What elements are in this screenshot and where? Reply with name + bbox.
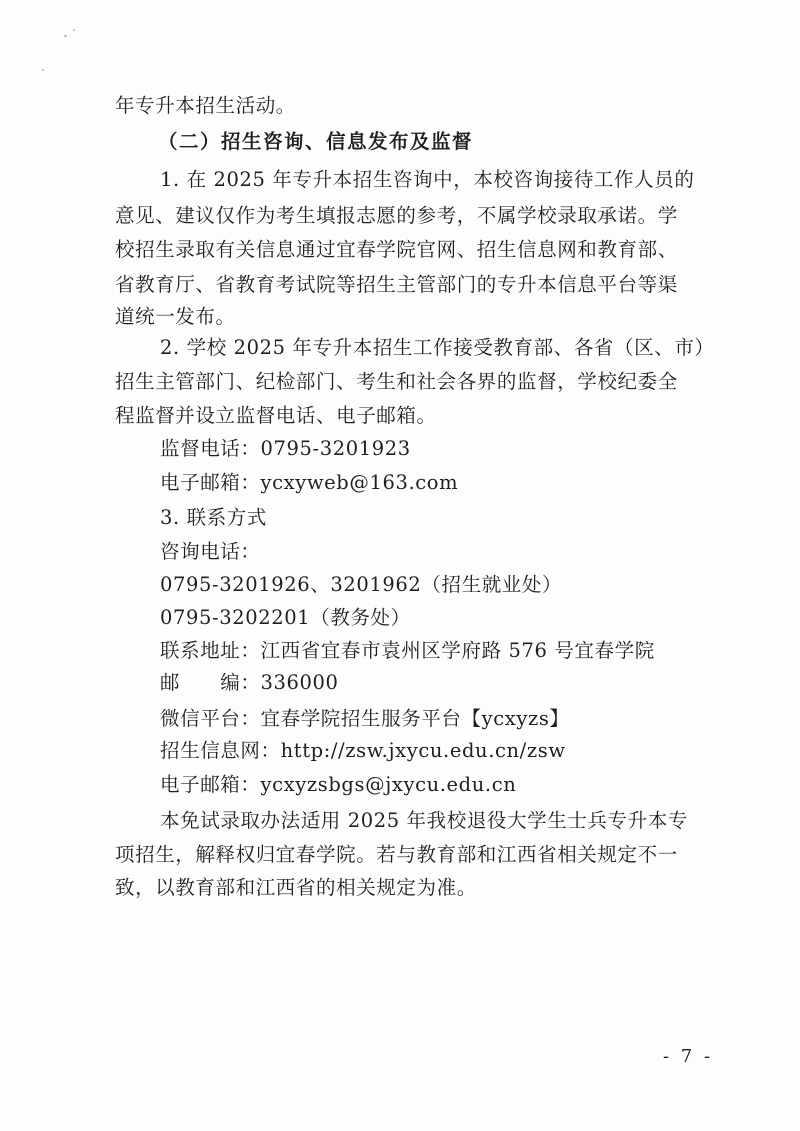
contact-line: 咨询电话： (160, 540, 261, 563)
scan-speck (42, 69, 44, 71)
body-text-line: 本免试录取办法适用 2025 年我校退役大学生士兵专升本专 (160, 809, 688, 832)
contact-line: 电子邮箱：ycxyzsbgs@jxycu.edu.cn (160, 773, 517, 796)
contact-line: 微信平台：宜春学院招生服务平台【ycxyzs】 (160, 707, 570, 730)
contact-line: 监督电话：0795-3201923 (160, 437, 411, 460)
body-text-line: 程监督并设立监督电话、电子邮箱。 (115, 404, 437, 427)
contact-line: 电子邮箱：ycxyweb@163.com (160, 471, 459, 494)
contact-line: 0795-3202201（教务处） (160, 606, 411, 629)
body-text-line: 致，以教育部和江西省的相关规定为准。 (115, 876, 477, 899)
body-text-line: 校招生录取有关信息通过宜春学院官网、招生信息网和教育部、 (115, 238, 678, 261)
contact-line: 0795-3201926、3201962（招生就业处） (160, 573, 563, 596)
body-text-line: 招生主管部门、纪检部门、考生和社会各界的监督，学校纪委全 (115, 370, 678, 393)
scan-speck (73, 29, 75, 31)
body-text-line: 道统一发布。 (115, 305, 236, 328)
body-text-line: 项招生，解释权归宜春学院。若与教育部和江西省相关规定不一 (115, 843, 678, 866)
section-heading: （二）招生咨询、信息发布及监督 (158, 130, 474, 153)
scan-speck (64, 35, 67, 37)
body-text-line: 省教育厅、省教育考试院等招生主管部门的专升本信息平台等渠 (115, 273, 678, 296)
contact-line: 联系地址：江西省宜春市袁州区学府路 576 号宜春学院 (160, 639, 655, 662)
contact-line: 招生信息网：http://zsw.jxycu.edu.cn/zsw (160, 739, 566, 762)
body-text-line: 意见、建议仅作为考生填报志愿的参考，不属学校录取承诺。学 (115, 204, 678, 227)
contact-line: 邮 编：336000 (160, 671, 339, 694)
body-text-line: 3. 联系方式 (160, 506, 268, 529)
body-text-line: 2. 学校 2025 年专升本招生工作接受教育部、各省（区、市） (160, 336, 715, 359)
page-number: - 7 - (663, 1046, 714, 1067)
body-text-line: 1. 在 2025 年专升本招生咨询中，本校咨询接待工作人员的 (160, 168, 695, 191)
body-text-line: 年专升本招生活动。 (115, 94, 296, 117)
